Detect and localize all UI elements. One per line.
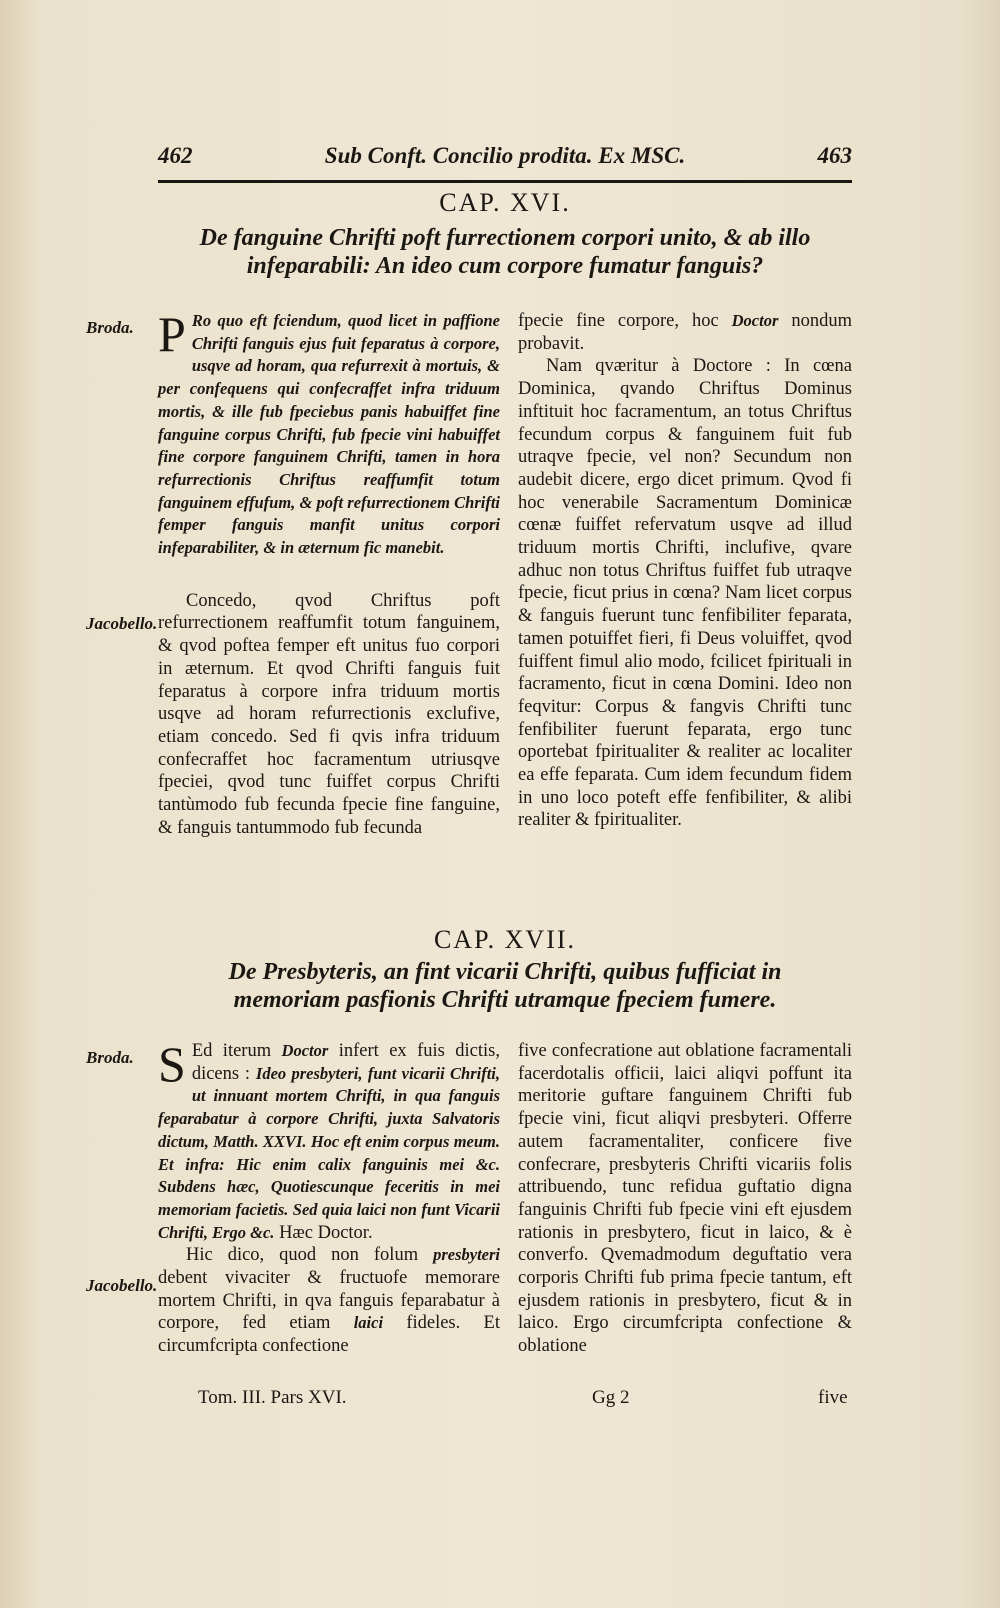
paragraph: fpecie fine corpore, hoc Doctor nondum probavit. xyxy=(518,311,852,354)
chapter-title: De Presbyteris, an fint vicarii Chrifti, quibus fufficiat in memoriam pasfionis Chrifti utramque fpeciem fumere. xyxy=(228,959,782,1013)
paragraph: Nam qværitur à Doctore : In cœna Dominica, qvando Chriftus Dominus inftituit hoc facramentum, an totus Chriftus fecundum corpus & fanguinem fuit fub utraqve fpecie, vel non? Secundum non audebit dicere, ergo dicet primum. Qvod fi hoc venerabile Sacramentum Dominicæ cœnæ fuiffet refervatum usqve ad illud triduum mortis Chrifti, inclufive, qvare adhuc non totus Chriftus fuiffet fub utraqve fpecie, ficut prius in cœna? Nam licet corpus & fanguis fuerunt tunc fenfibiliter feparata, tamen potuiffet fieri, fi Deus voluiffet, qvod fuiffent fimul alio modo, fcilicet fpirituali in facramento, ficut in cœna Domini. Ideo non feqvitur: Corpus & fangvis Chrifti tunc fenfibiliter fuerunt feparata, ergo tunc oportebat fpiritualiter & realiter ac localiter ea effe feparata. Cum idem fecundum fidem in uno loco poteft effe fenfibiliter, & alibi realiter & fpiritualiter. xyxy=(518,356,852,831)
chapter-heading: CAP. XVII. xyxy=(433,925,577,954)
sidenote-broda: Broda. xyxy=(86,1048,134,1067)
page-number-left: 462 xyxy=(158,143,193,168)
drop-cap: S xyxy=(158,1036,186,1092)
header-rule xyxy=(158,180,852,183)
signature-line: Tom. III. Pars XVI. xyxy=(198,1387,347,1408)
chapter-title: De fanguine Chrifti poft furrectionem corpori unito, & ab illo infeparabili: An ideo cum corpore fumatur fanguis? xyxy=(199,225,811,279)
chapter-heading: CAP. XVI. xyxy=(439,188,571,217)
chapter17-right-column xyxy=(518,1040,852,1358)
paragraph: P Ro quo eft fciendum, quod licet in paffione Chrifti fanguis ejus fuit feparatus à corpore, usqve ad horam, qua refurrexit à mortuis, & per confequens qui confecraffet infra triduum mortis, & ille fub fpeciebus panis habuiffet fine fanguine corpus Chrifti, fub fpecie vini habuiffet fine corpore fanguinem Chrifti, tamen in hora refurrectionis Chriftus reaffumfit totum fanguinem effufum, & poft refurrectionem Chrifti femper fanguis manfit unitus corpori infeparabiliter, & in æternum fic manebit. xyxy=(158,306,500,558)
sidenote-jacobello: Jacobello. xyxy=(86,614,158,633)
sidenote-broda: Broda. xyxy=(86,318,134,337)
running-header xyxy=(158,143,852,179)
chapter16-left-column xyxy=(158,306,500,839)
paragraph: five confecratione aut oblatione facramentali facerdotalis officii, laici aliqvi poffunt ita meritorie guftare fanguinem Chrifti fub fpecie vini, ficut aliqvi presbyteri. Offerre autem facramentaliter, conficere five confecrare, presbyteris Chrifti vicariis folis attribuendo, tunc refidua guftatio digna fanguinis Chrifti fub fpecie vini eft ejusdem rationis in presbytero, ficut in laico, & è converfo. Qvemadmodum deguftatio vera corporis Chrifti fub prima fpecie tantum, eft ejusdem rationis in presbytero, ficut & in laico. Ergo circumfcripta confectione & oblatione xyxy=(518,1041,852,1357)
paragraph: Hic dico, quod non folum presbyteri debent vivaciter & fructuofe memorare mortem Chrifti, in qva fanguis feparabatur à corpore, fed etiam laici fideles. Et circumfcripta confectione xyxy=(158,1245,500,1357)
drop-cap: P xyxy=(158,306,186,362)
paragraph: Concedo, qvod Chriftus poft refurrectionem reaffumfit totum fanguinem, & qvod poftea femper eft unitus fuo corpori in æternum. Et qvod Chrifti fanguis fuit feparatus à corpore infra triduum mortis usqve ad horam refurrectionis exclufive, etiam concedo. Sed fi qvis infra triduum confecraffet hoc facramentum utriusqve fpeciei, qvod tunc fuiffet corpus Chrifti tantùmodo fub fecunda fpecie fine fanguine, & fanguis tantummodo fub fecunda xyxy=(158,590,500,838)
page-number-right: 463 xyxy=(817,143,852,168)
sidenote-jacobello: Jacobello. xyxy=(86,1276,158,1295)
quire-mark: Gg 2 xyxy=(592,1387,630,1408)
paragraph: S Ed iterum Doctor infert ex fuis dictis, dicens : Ideo presbyteri, funt vicarii Chrifti, ut innuant mortem Chrifti, in qua fanguis feparabatur à corpore Chrifti, juxta Salvatoris dictum, Matth. XXVI. Hoc eft enim corpus meum. Et infra: Hic enim calix fanguinis mei &c. Subdens hæc, Quotiescunque feceritis in mei memoriam facietis. Sed quia laici non funt Vicarii Chrifti, Ergo &c. Hæc Doctor. xyxy=(158,1036,501,1243)
catchword: five xyxy=(818,1387,848,1408)
chapter17-left-column xyxy=(158,1036,501,1358)
chapter16-right-column xyxy=(518,310,852,832)
running-title: Sub Conft. Concilio prodita. Ex MSC. xyxy=(324,143,686,168)
